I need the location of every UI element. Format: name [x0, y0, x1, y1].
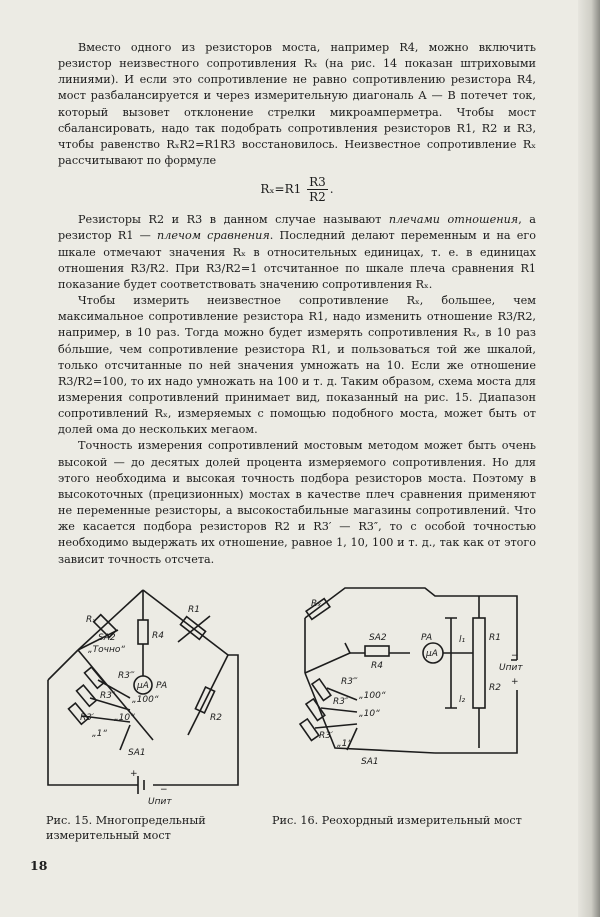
- label-plus16: +: [511, 677, 519, 687]
- caption-fig16: Рис. 16. Реохордный измерительный мост: [272, 814, 522, 827]
- paragraph-4: Точность измерения сопротивлений мостовым методом может быть очень высокой — до десятых долей процента измеряемого сопротивления. Но для этого необходима и высокая точность подбора резисторов моста. Поэтому в высокоточных (прецизионных) мостах в качестве плеч сравнения применяют не переменные резисторы, а высокостабильные магазины сопротивлений. Что же касается подбора резисторов R2 и R3′ — R3″, то с особой точностью необходимо выдержать их отношение, равное 1, 10, 100 и т. д., так как от этого зависит точность отсчета.: [58, 439, 536, 566]
- paragraph-2: Резисторы R2 и R3 в данном случае называют плечами отношения, а резистор R1 — плечом сравнения. Последний делают переменным и на его шкале отмечают значения Rₓ в относительных единицах, т. е. в единицах отношения R3/R2. При R3/R2=1 отсчитанное по шкале плеча сравнения R1 показание будет соответствовать значению сопротивления Rₓ.: [58, 213, 537, 291]
- caption-fig15: Рис. 15. Многопредельный измерительный мост: [46, 814, 206, 842]
- label-r3c16: R3′: [319, 731, 334, 741]
- formula-fraction: [307, 175, 328, 204]
- formula-denominator: R2: [309, 190, 326, 205]
- formula-lhs: Rₓ=R1: [260, 182, 302, 197]
- figure-16: [275, 578, 530, 793]
- label-sa1: SA1: [128, 748, 146, 758]
- label-sa2-16: SA2: [369, 633, 387, 643]
- formula-numerator: R3: [309, 175, 326, 190]
- label-minus16: −: [511, 651, 519, 661]
- r2-arm: [188, 655, 228, 735]
- body-text: [58, 40, 536, 568]
- label-r1-16: R1: [489, 633, 501, 643]
- r1-arm: [143, 590, 228, 655]
- term-ratio-arms: плечами отношения: [388, 213, 519, 227]
- label-tochno: „Точно“: [88, 645, 126, 655]
- label-l2: l₂: [459, 695, 466, 705]
- formula-tail: .: [329, 182, 334, 197]
- label-minus: −: [160, 785, 168, 795]
- figure-16-schematic: [275, 578, 530, 793]
- label-x10: „10“: [114, 713, 135, 723]
- label-r4-16: R4: [371, 661, 383, 671]
- label-x1: „1“: [92, 729, 108, 739]
- label-upit16: Uпит: [499, 663, 523, 673]
- label-r3b: R3″: [100, 691, 116, 701]
- figure-15-schematic: [38, 580, 273, 805]
- label-sa1-16: SA1: [361, 757, 379, 767]
- label-r2-16: R2: [489, 683, 501, 693]
- label-x100-16: „100“: [359, 691, 386, 701]
- label-sa2: SA2: [98, 633, 116, 643]
- paragraph-1: Вместо одного из резисторов моста, например R4, можно включить резистор неизвестного сопротивления Rₓ (на рис. 14 показан штриховыми линиями). И если это сопротивление не равно сопротивлению резистора R4, мост разбалансируется и через измерительную диагональ А — В потечет ток, который вызовет отклонение стрелки микроамперметра. Чтобы мост сбалансировать, надо так подобрать сопротивления резисторов R1, R2 и R3, чтобы равенство RₓR2=R1R3 восстановилось. Неизвестное сопротивление Rₓ рассчитывают по формуле: [58, 41, 536, 168]
- label-r3b16: R3″: [333, 697, 349, 707]
- page-number: 18: [30, 858, 48, 873]
- label-r4: R4: [152, 631, 164, 641]
- label-rx: Rₓ: [86, 615, 97, 625]
- label-pa16: PA: [421, 633, 433, 643]
- label-ua: μA: [137, 681, 149, 691]
- label-rx16: Rₓ: [311, 599, 322, 609]
- term-comparison-arm: плечом сравнения: [157, 229, 270, 243]
- label-x10-16: „10“: [359, 709, 380, 719]
- label-x1-16: „1“: [337, 739, 353, 749]
- label-pa: PA: [156, 681, 168, 691]
- label-r3a: R3‴: [118, 671, 135, 681]
- label-r1: R1: [188, 605, 200, 615]
- label-r3c: R3′: [80, 713, 95, 723]
- label-upit: Uпит: [148, 797, 172, 805]
- figure-15: [38, 580, 273, 805]
- label-ua16: μA: [426, 649, 438, 659]
- label-plus: +: [130, 769, 138, 779]
- page-edge: [578, 0, 600, 917]
- formula: [58, 175, 536, 204]
- label-l1: l₁: [459, 635, 466, 645]
- label-r2: R2: [210, 713, 222, 723]
- label-x100: „100“: [132, 695, 159, 705]
- paragraph-3: Чтобы измерить неизвестное сопротивление Rₓ, большее, чем максимальное сопротивление резистора R1, надо изменить отношение R3/R2, например, в 10 раз. Тогда можно будет измерять сопротивления Rₓ, в 10 раз бóльшие, чем сопротивление резистора R1, и пользоваться той же шкалой, только отсчитанные по ней значения умножать на 10. Если же отношение R3/R2=100, то их надо умножать на 100 и т. д. Таким образом, схема моста для измерения сопротивлений принимает вид, показанный на рис. 15. Диапазон сопротивлений Rₓ, измеряемых с помощью подобного моста, может быть от долей ома до нескольких мегаом.: [58, 294, 536, 437]
- label-r3a16: R3‴: [341, 677, 358, 687]
